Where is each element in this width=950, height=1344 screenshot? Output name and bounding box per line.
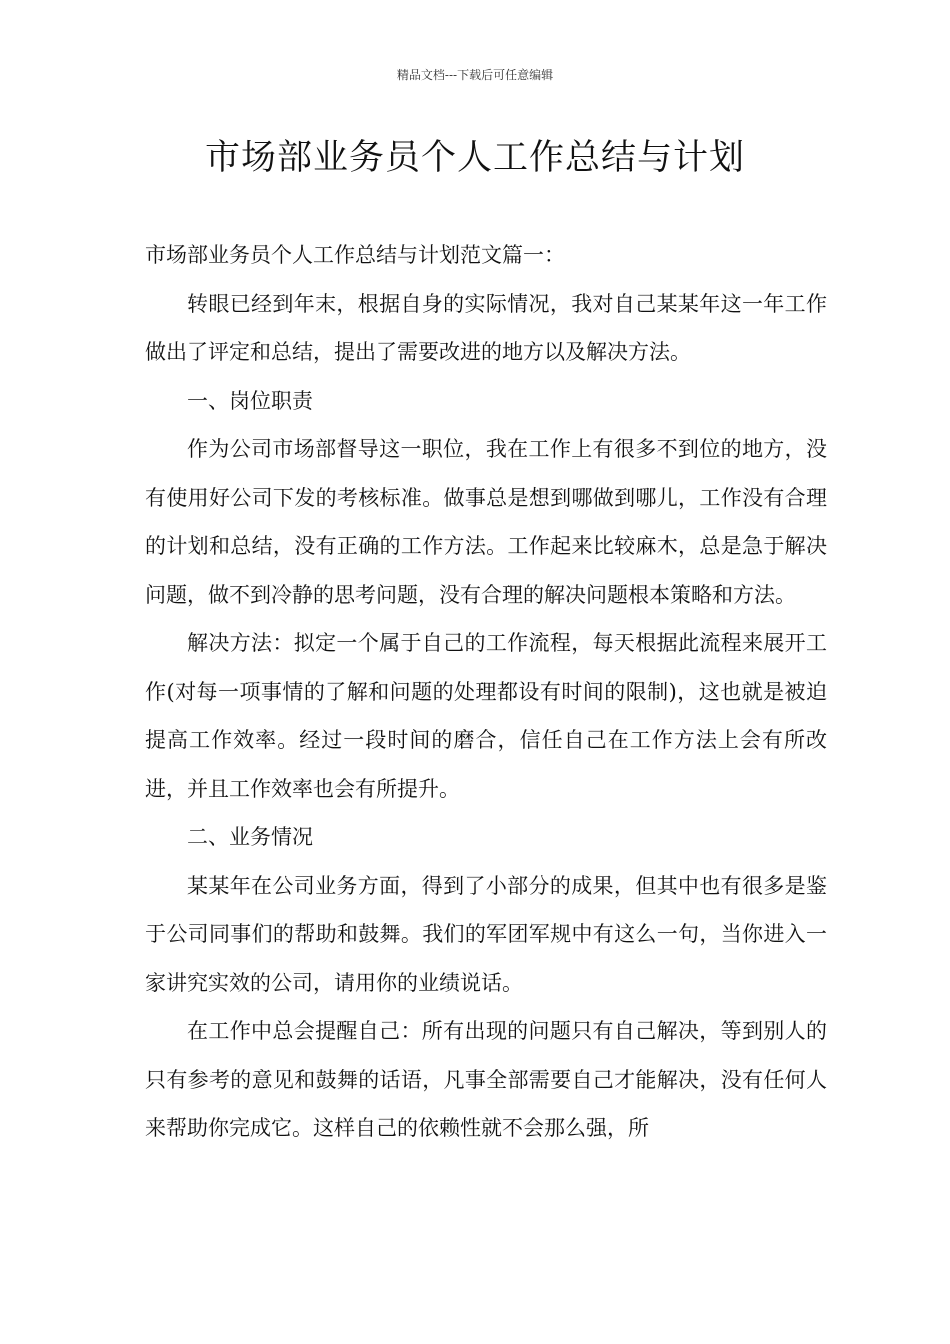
section-heading-business: 二、业务情况 (187, 825, 313, 849)
section-heading-duties: 一、岗位职责 (187, 388, 313, 413)
paragraph-solution: 解决方法：拟定一个属于自己的工作流程，每天根据此流程来展开工作(对每一项事情的了解和问题的处理都设有时间的限制)，这也就是被迫提高工作效率。经过一段时间的磨合，信任自己在工作方法上会有所改进，并且工作效率也会有所提升。 (145, 631, 827, 801)
document-subtitle: 市场部业务员个人工作总结与计划范文篇一： (145, 243, 565, 267)
paragraph-business: 某某年在公司业务方面，得到了小部分的成果，但其中也有很多是鉴于公司同事们的帮助和鼓舞。我们的军团军规中有这么一句，当你进入一家讲究实效的公司，请用你的业绩说话。 (145, 873, 827, 995)
paragraph-duties: 作为公司市场部督导这一职位，我在工作上有很多不到位的地方，没有使用好公司下发的考核标准。做事总是想到哪做到哪儿，工作没有合理的计划和总结，没有正确的工作方法。工作起来比较麻木，总是急于解决问题，做不到冷静的思考问题，没有合理的解决问题根本策略和方法。 (145, 437, 827, 607)
document-title: 市场部业务员个人工作总结与计划 (204, 138, 745, 178)
paragraph-self-reminder: 在工作中总会提醒自己：所有出现的问题只有自己解决，等到别人的只有参考的意见和鼓舞的话语，凡事全部需要自己才能解决，没有任何人来帮助你完成它。这样自己的依赖性就不会那么强，所 (145, 1019, 827, 1140)
header-note: 精品文档---下载后可任意编辑 (396, 68, 554, 82)
paragraph-intro: 转眼已经到年末，根据自身的实际情况，我对自己某某年这一年工作做出了评定和总结，提出了需要改进的地方以及解决方法。 (145, 291, 827, 364)
document-body (145, 231, 827, 1153)
